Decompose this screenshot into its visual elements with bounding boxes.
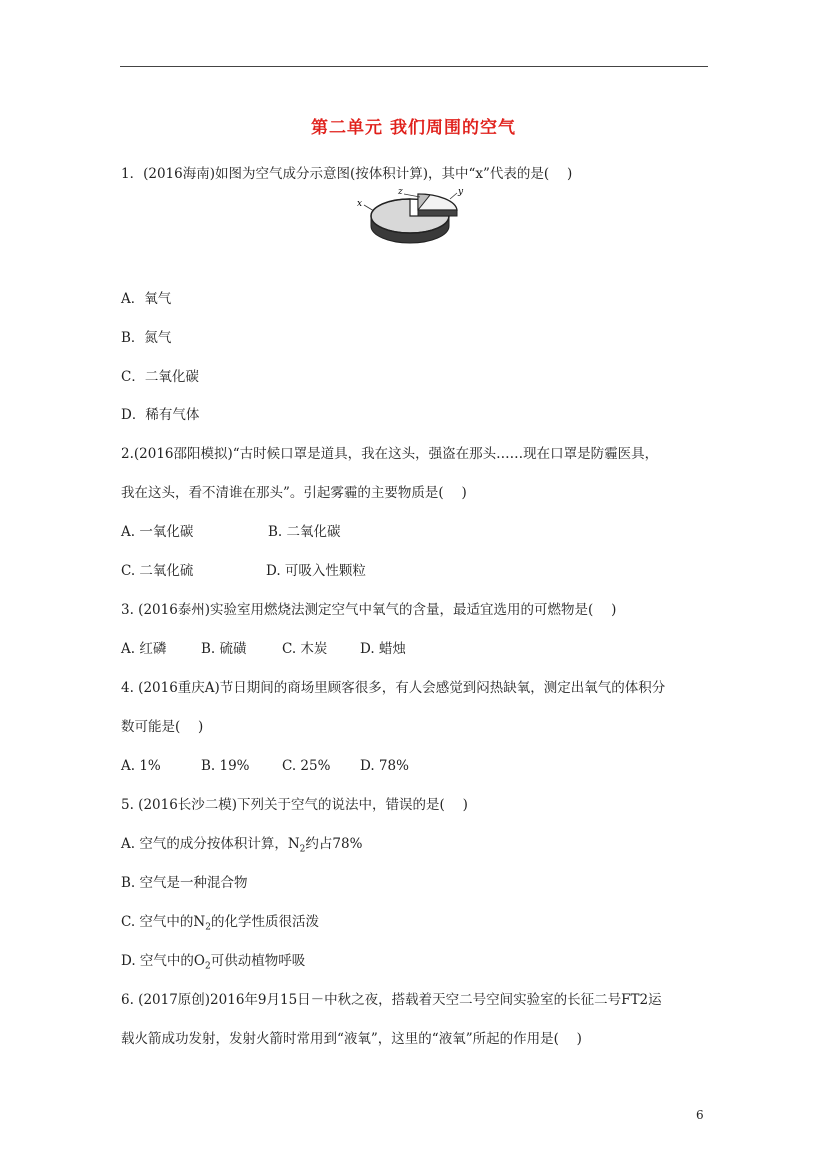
q3-stem: 3. (2016泰州)实验室用燃烧法测定空气中氧气的含量，最适宜选用的可燃物是( )	[121, 602, 617, 618]
q2-option-b: B. 二氧化碳	[268, 524, 341, 540]
q1-stem: 1．(2016海南)如图为空气成分示意图(按体积计算)，其中“x”代表的是( )	[121, 166, 573, 182]
q4-option-c: C. 25%	[282, 758, 331, 774]
q4-option-d: D. 78%	[360, 758, 409, 774]
q4-option-a: A. 1%	[121, 758, 161, 774]
q6-stem-line2: 载火箭成功发射，发射火箭时常用到“液氧”，这里的“液氧”所起的作用是( )	[121, 1031, 582, 1047]
q1-option-b: B．氮气	[121, 330, 172, 346]
q3-option-d: D. 蜡烛	[360, 641, 406, 657]
air-composition-pie-figure	[357, 187, 470, 264]
q1-option-a: A．氧气	[121, 291, 172, 307]
q2-option-a: A. 一氧化碳	[121, 524, 194, 540]
label-y: y	[458, 187, 464, 197]
page-title: 第二单元 我们周围的空气	[311, 118, 516, 138]
q5-stem: 5. (2016长沙二模)下列关于空气的说法中，错误的是( )	[121, 797, 468, 813]
label-z: z	[398, 187, 403, 197]
q5-option-c: C. 空气中的$N_2$的化学性质很活泼	[121, 914, 319, 933]
q1-option-c: C．二氧化碳	[121, 369, 199, 385]
q2-option-d: D. 可吸入性颗粒	[266, 563, 366, 579]
page-number: 6	[696, 1108, 704, 1122]
q5-option-b: B. 空气是一种混合物	[121, 875, 248, 891]
q2-option-c: C. 二氧化硫	[121, 563, 194, 579]
q2-stem-line1: 2.(2016邵阳模拟)“古时候口罩是道具，我在这头，强盗在那头……现在口罩是防霾医具，	[121, 446, 659, 462]
q6-stem-line1: 6. (2017原创)2016年9月15日－中秋之夜，搭载着天空二号空间实验室的长征二号FT2运	[121, 992, 662, 1008]
q5-option-d: D. 空气中的$O_2$可供动植物呼吸	[121, 953, 306, 972]
label-x: x	[357, 199, 363, 209]
q2-stem-line2: 我在这头，看不清谁在那头”。引起雾霾的主要物质是( )	[121, 485, 467, 501]
header-rule	[120, 66, 708, 67]
q3-option-c: C. 木炭	[282, 641, 328, 657]
q4-stem-line2: 数可能是( )	[121, 719, 204, 735]
q4-option-b: B. 19%	[201, 758, 250, 774]
q3-option-a: A. 红磷	[121, 641, 167, 657]
q3-option-b: B. 硫磺	[201, 641, 247, 657]
q5-option-a: A. 空气的成分按体积计算，$N_2$约占78%	[121, 836, 363, 855]
q4-stem-line1: 4. (2016重庆A)节日期间的商场里顾客很多，有人会感觉到闷热缺氧，测定出氧气的体积分	[121, 680, 666, 696]
q1-option-d: D．稀有气体	[121, 407, 200, 423]
